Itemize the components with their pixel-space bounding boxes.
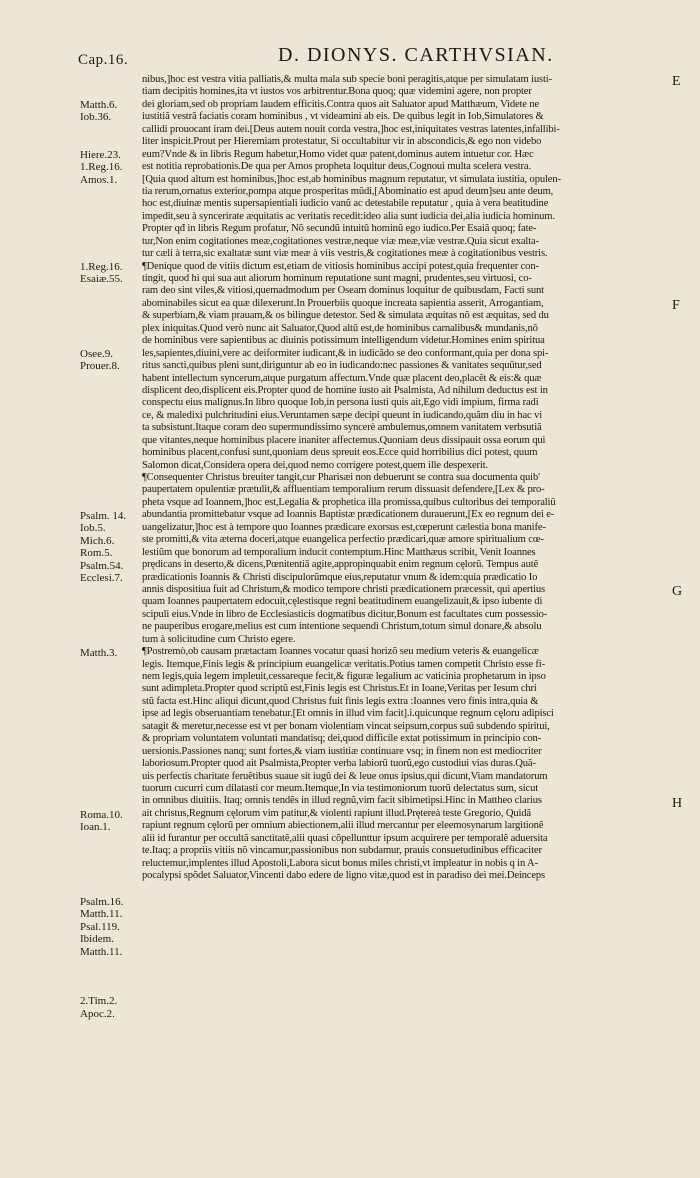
text-line: uangelizatur,]hoc est à tempore quo Ioannes prædicare exorsus est,cœperunt cælestia bona manife- (142, 521, 546, 533)
text-line: ipse ad legis obseruantiam tenebatur.[Et omnis in illud vim facit].i.quicunque regnum cęloru adipisci (142, 708, 554, 720)
text-line: in omnibus diuitiis. Itaq; omnis tendẽs in illud regnũ,vim facit sibimetipsi.Hinc in Mattheo clarius (142, 795, 542, 807)
text-line: ¶Postremò,ob causam prætactam Ioannes vocatur quasi horizõ seu medium veteris & euangelicæ (142, 646, 539, 658)
margin-reference: Ecclesi.7. (80, 572, 123, 584)
margin-reference: Psalm. 14. (80, 509, 127, 522)
margin-reference: Psalm.16. (80, 895, 124, 908)
margin-reference: Esaiæ.55. (80, 273, 123, 286)
text-line: & propriam voluntatem voluntati mandatisq; dei,quod difficile extat potissimum in principio con- (142, 733, 542, 745)
text-line: uersionis.Passiones nanq; sunt fortes,& viam iustitiæ continuare vsq; in finem non est mediocriter (142, 745, 542, 757)
text-line: ¶Denique quod de vitiis dictum est,etiam de vitiosis hominibus accipi potest,quia frequenter con- (142, 260, 539, 272)
text-line: reluctemur,implentes illud Apostoli,Labora sicut bonus miles christi,vt impleatur in nobis q in A- (142, 857, 538, 869)
text-line: ta subsistunt.Itaque coram deo supermundissimo syncerè ambulemus,omnem vanitatem verbsutiã (142, 422, 542, 434)
section-letter: F (672, 298, 680, 314)
text-line: satagit & meretur,necesse est vt per bonam violentiam vincat seipsum,corpus suũ subdendo spiritui, (142, 720, 550, 732)
text-line: est notitia reprobationis.De qua per Amos propheta loquitur deus,Cognoui multa scelera vestra. (142, 161, 531, 173)
margin-reference: Iob.5. (80, 522, 106, 535)
margin-reference: Matth.6. (80, 98, 118, 111)
text-line: ¶Consequenter Christus breuiter tangit,cur Pharisæi non debuerunt se contra sua documenta quib' (142, 472, 540, 483)
text-line: abominabiles sicut ea quæ dilexerunt.In Prouerbiis quoque increata sapientia asserit, Arrogantiam, (142, 297, 544, 309)
text-line: pocalypsi spõdet Saluator,Vincenti dabo edere de ligno vitæ,quod est in paradiso dei mei.Deinceps (142, 870, 546, 881)
author-heading: D. DIONYS. CARTHVSIAN. (278, 44, 554, 66)
text-line: abundantia promittebatur vsque ad Ioannis Baptistæ prædicationem durauerunt,[Ex eo regnum dei e- (142, 509, 555, 521)
text-line: displicent deo,displicent eis.Propter quod de homine iusto ait Psalmista, Ad nihilum deductus est in (142, 384, 548, 396)
margin-reference: Mich.6. (80, 534, 115, 547)
margin-reference: Rom.5. (80, 547, 113, 560)
running-head (78, 40, 660, 70)
text-line: scipuli eius.Vnde in libro de Ecclesiasticis dogmatibus dicitur,Bonum est facultates cum possessio- (142, 608, 548, 620)
text-line: quam Ioannes paupertatem edocuit,cęlestisque regni beatitudinem euangelizauit,& ipso iubente di (142, 596, 543, 608)
text-line: nibus,]hoc est vestra vitia palliatis,& multa mala sub specie boni peragitis,atque per simulatam iusti- (142, 74, 552, 85)
text-line: tuorum cucurri cum dilatasti cor meum.Itemque,In via testimoniorum tuorũ delectatus sum, sicut (142, 782, 539, 794)
body-text (142, 74, 665, 882)
margin-reference: Matth.3. (80, 646, 118, 659)
margin-reference: Roma.10. (80, 808, 123, 821)
margin-reference: Prouer.8. (80, 360, 120, 373)
text-line: plex iniquitas.Quod verò nunc ait Saluator,Quod altũ est,de hominibus carnalibus& mundanis,nõ (142, 322, 538, 334)
text-line: ce, & maledixi pulchritudini eius.Veruntamen sæpe decipi queunt in iudicando,quãm diu in hac vi (142, 409, 542, 421)
text-line: conspectu eius malignus.In libro quoque Iob,in persona iusti quis ait,Ego vidi impium, firma radi (142, 397, 539, 409)
text-line: tur cæli à terra,sic exaltatæ sunt viæ meæ à viis vestris,& cogitationes meæ à cogitationibus vestris. (142, 248, 548, 260)
text-line: ritus sancti,quibus pleni sunt,diriguntur ab eo in iudicando:nec passiones & vanitates sequũtur,sed (142, 360, 542, 372)
text-line: Propter qđ in libris Regum profatur, Nõ secundũ intuitũ hominũ ego iudico.Per Esaiã quoq; fate- (142, 223, 537, 235)
margin-reference: Psalm.54. (80, 559, 124, 572)
chapter-heading: Cap.16. (78, 52, 129, 68)
text-line: alii id furantur per occultã sanctitatẽ,alii quasi cõpellunttur ipsum acquirere per temporalẽ aduersita (142, 832, 548, 844)
margin-reference: Amos.1. (80, 173, 118, 186)
text-line: stũ facta est.Hinc aliqui dicunt,quod Christus fuit finis legis extra :Ioannes vero finis intra,quia & (142, 695, 539, 707)
text-line: liter inspicit.Prout per Hieremiam protestatur, Si occultabitur vir in abscondicis,& ego non videbo (142, 136, 542, 148)
text-line: ne pauperibus erogare,melius est cum intentione sequendi Christum,totum simul donare,& absolu (142, 621, 542, 633)
margin-reference: Ioan.1. (80, 821, 111, 833)
margin-reference: 2.Tim.2. (80, 995, 118, 1008)
text-line: habent intellectum syncerum,atque purgatum affectum.Vnde quæ placent deo,placẽt & eis:& quæ (142, 372, 542, 384)
text-line: tum à solicitudine cum Christo egere. (142, 633, 296, 645)
margin-reference: Matth.11. (80, 908, 123, 921)
text-line: iustitiã vestrã faciatis coram hominibus , vt videamini ab eis. De quibus legit in Iob,Simulatores & (142, 111, 544, 123)
text-line: uis perfectis charitate feruẽtibus suaue sit iugũ dei & leue onus ipsius,qui dicunt,Viam mandatorum (142, 770, 548, 782)
text-line: eum?Vnde & in libris Regum habetur,Homo videt quæ patent,dominus autem intuetur cor. Hæc (142, 148, 534, 160)
text-line: ait christus,Regnum cęlorum vim patitur,& violenti rapiunt illud.Prętereà teste Gregorio, Quidã (142, 807, 531, 819)
text-line: ram deo sint viles,& vitiosi,quemadmodum per Oseam dominus loquitur de quibusdam, Facti sunt (142, 285, 544, 297)
text-line: legis. Itemque,Finis legis & principium euangelicæ veritatis.Potius tamen competit Christo esse fi- (142, 658, 545, 670)
text-line: te.Itaq; a propriis vitiis nõ vincamur,passionibus non subdamur, prauis consuetudinibus efficaciter (142, 845, 542, 857)
text-line: pheta vsque ad Ioannem,]hoc est,Legalia & prophetica illa promissa,quibus cultoribus dei temporaliũ (142, 496, 556, 508)
section-letter: E (672, 74, 681, 89)
text-line: paupertatem opulentiæ prætulit,& affluentiam temporalium rerum dissuasit defendere,[Lex & pro- (142, 484, 545, 496)
text-line: que vitantes,neque hominibus placere inaniter affectemus.Quoniam deus dissipauit ossa eorum qui (142, 434, 546, 446)
text-line: lestiũm que bonorum ad temporalium inducit contemptum.Hinc Matthæus scribit, Venit Ioannes (142, 546, 536, 558)
text-line: tia rerum,ornatus exterior,pompa atque prosperitas mũdi,[Abominatio est apud deum]seu ante deum, (142, 185, 554, 197)
text-line: tiam decipitis homines,ita vt iustos vos arbitrentur.Bona quoq; quæ videmini agere, non propter (142, 86, 532, 98)
text-line: annis dispositiua fuit ad Christum,& modico tempore christi prædicationem præcessit, qui apertius (142, 583, 545, 595)
section-letter: H (672, 796, 683, 812)
margin-reference: Psal.119. (80, 920, 120, 933)
text-line: prędicans in deserto,& dicens,Pœnitentiã agite,appropinquabit enim regnum cęlorũ. Tempus autẽ (142, 559, 539, 571)
text-line: hominibus placent,confusi sunt,quoniam deus spreuit eos.Ecce quid horribilius dici potest, quum (142, 447, 538, 459)
text-line: de hominibus vere sapientibus ac diuinis potissimum intelligendum videtur.Homines enim spiritua (142, 335, 545, 347)
text-line: rapiunt regnum cęlorũ per omnium abiectionem,alii illud mercantur per eleemosynarum largitionẽ (142, 820, 544, 832)
margin-reference: Osee.9. (80, 347, 113, 360)
text-line: laboriosum.Propter quod ait Psalmista,Propter verba labiorũ tuorũ,ego custodiui vias duras.Quã- (142, 758, 536, 770)
margin-reference: Matth.11. (80, 945, 123, 958)
text-line: tingit, quod hi qui sua aut aliorum hominum reputatione sunt magni, prudentes,seu virtuosi, co- (142, 273, 532, 284)
text-line: nem legis,quia legem impleuit,cessareque fecit,& figuræ legalium ac vaticinia prophetarum in ipso (142, 671, 546, 682)
text-line: dei gloriam,sed ob propriam laudem efficitis.Contra quos ait Saluator apud Matthæum, Videte ne (142, 98, 540, 110)
margin-reference: Iob.36. (80, 111, 112, 124)
text-line: prædicationis Ioannis & Christi discipulorũmque eius,reputatur vnum & idem:quia prædicatio Io (142, 571, 538, 583)
text-line: tur,Non enim cogitationes meæ,cogitationes vestræ,neque viæ meæ,viæ vestræ.Quia sicut exalta- (142, 235, 539, 247)
text-line: [Quia quod altum est hominibus,]hoc est,ab hominibus magnum reputatur, vt simulata iustitia, opulen- (142, 173, 561, 185)
margin-reference: Ibidem. (80, 933, 114, 946)
text-line: impedit,seu à syncerirate æquitatis ac veritatis recedit:ideo alia sunt iudicia dei,alia iudicia hominum. (142, 210, 555, 222)
text-line: & superbiam,& viam prauam,& os bilingue detestor. Sed & simulata æquitas nõ est æquitas, sed du (142, 310, 549, 322)
text-line: hoc est,diuinæ mentis supersapientiali iudicio vanũ ac detestabile reputatur , quia à vera beatitudine (142, 198, 549, 210)
text-line: Salomon dicat,Considera opera dei,quod nemo corrigere potest,quem ille despexerit. (142, 459, 489, 471)
section-letter: G (672, 584, 683, 600)
text-line: ste promitti,& vita æterna doceri,atque euangelica perfectio prædicari,quæ amore spiritualium cœ- (142, 534, 544, 546)
text-line: callidi prouocant iram dei.[Deus autem nouit corda vestra,]hoc est,iniquitates vestras latentes,infallibi- (142, 123, 560, 135)
text-line: sunt adimpleta.Propter quod scriptũ est,Finis legis est Christus.Et in Ioane,Veritas per Iesum chri (142, 683, 537, 695)
margin-reference: Hiere.23. (80, 148, 121, 161)
margin-reference: 1.Reg.16. (80, 161, 123, 174)
text-line: les,sapientes,diuini,vere ac deiformiter iudicant,& in iudicãdo se deo conformant,quia per dona spi- (142, 347, 549, 359)
margin-reference: 1.Reg.16. (80, 260, 123, 273)
margin-reference: Apoc.2. (80, 1007, 115, 1020)
